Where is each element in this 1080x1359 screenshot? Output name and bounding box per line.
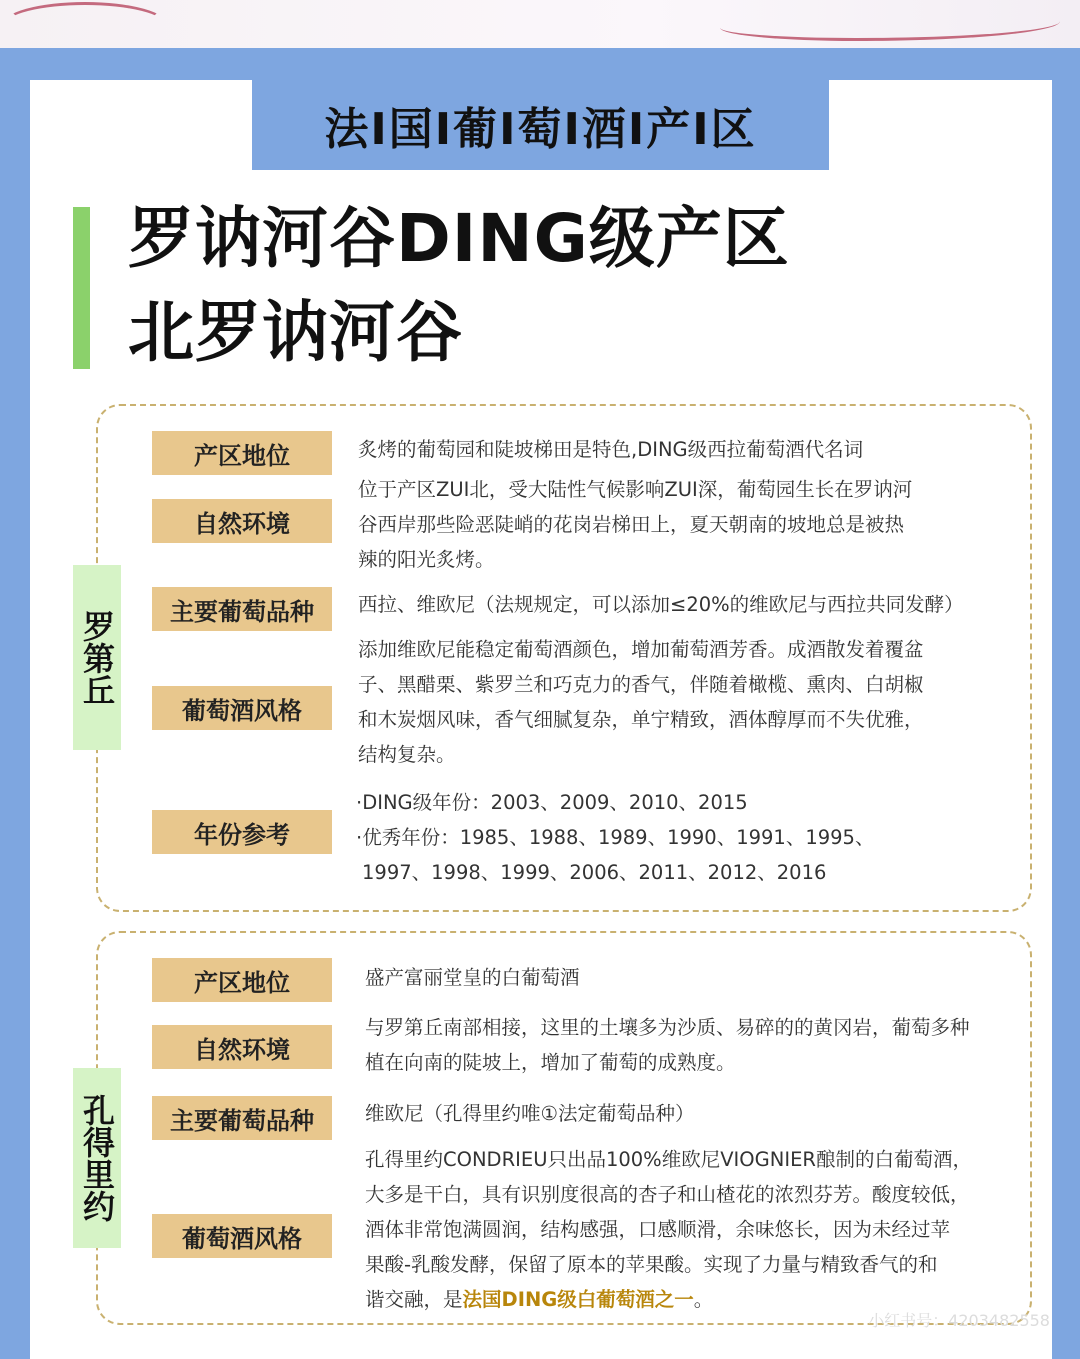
region-name: 孔得里约 — [78, 1094, 116, 1222]
wine-style-text: 添加维欧尼能稳定葡萄酒颜色，增加葡萄酒芳香。成酒散发着覆盆 子、黑醋栗、紫罗兰和巧克力的香气，伴随着橄榄、熏肉、白胡椒 和木炭烟风味，香气细腻复杂，单宁精致，酒体醇厚而不失优雅， 结构复杂。 — [358, 638, 924, 766]
region-name: 罗第丘 — [78, 609, 116, 706]
label-vintages: 年份参考 — [152, 810, 332, 854]
top-decoration — [0, 0, 1080, 48]
label-grape-varieties: 主要葡萄品种 — [152, 587, 332, 631]
region-tag-cote-rotie — [73, 565, 121, 750]
main-title-line1: 罗讷河谷DING级产区 — [128, 200, 790, 277]
highlight-text: 法国DING级白葡萄酒之一 — [462, 1288, 694, 1311]
environment-text: 与罗第丘南部相接，这里的土壤多为沙质、易碎的的黄冈岩，葡萄多种 植在向南的陡坡上，增加了葡萄的成熟度。 — [365, 1016, 970, 1074]
label-wine-style: 葡萄酒风格 — [152, 686, 332, 730]
header-title: 法I国I葡I萄I酒I产I区 — [324, 104, 757, 155]
status-text: 炙烤的葡萄园和陡坡梯田是特色,DING级西拉葡萄酒代名词 — [358, 438, 864, 461]
label-wine-style: 葡萄酒风格 — [152, 1214, 332, 1258]
wave-decoration — [720, 8, 1060, 41]
region-tag-condrieu — [73, 1068, 121, 1248]
wine-style-text: 孔得里约CONDRIEU只出品100%维欧尼VIOGNIER酿制的白葡萄酒， 大多是干白，具有识别度很高的杏子和山楂花的浓烈芬芳。酸度较低， 酒体非常饱满圆润，结构感强，口感顺滑，余味悠长，因为未经过苹 果酸-乳酸发酵，保留了原本的苹果酸。实现了力量与精致香气的和 谐交融，是法国DING级白葡萄酒之一。 — [365, 1148, 972, 1311]
header-banner — [252, 80, 829, 170]
status-text: 盛产富丽堂皇的白葡萄酒 — [365, 966, 580, 989]
label-grape-varieties: 主要葡萄品种 — [152, 1096, 332, 1140]
label-status: 产区地位 — [152, 431, 332, 475]
title-accent-bar — [73, 207, 90, 369]
main-title-line2: 北罗讷河谷 — [128, 294, 463, 371]
watermark: 小红书号：4203482558 — [868, 1311, 1050, 1330]
vintages-text: ·DING级年份：2003、2009、2010、2015 ·优秀年份：1985、1988、1989、1990、1991、1995、 1997、1998、1999、2006、2011、2012、2016 — [356, 791, 875, 884]
scribble-decoration — [2, 2, 168, 48]
grape-varieties-text: 维欧尼（孔得里约唯①法定葡萄品种） — [365, 1102, 695, 1125]
label-environment: 自然环境 — [152, 1025, 332, 1069]
environment-text: 位于产区ZUI北，受大陆性气候影响ZUI深，葡萄园生长在罗讷河 谷西岸那些险恶陡峭的花岗岩梯田上，夏天朝南的坡地总是被热 辣的阳光炙烤。 — [358, 478, 913, 571]
label-status: 产区地位 — [152, 958, 332, 1002]
label-environment: 自然环境 — [152, 499, 332, 543]
grape-varieties-text: 西拉、维欧尼（法规规定，可以添加≤20%的维欧尼与西拉共同发酵） — [358, 593, 964, 616]
